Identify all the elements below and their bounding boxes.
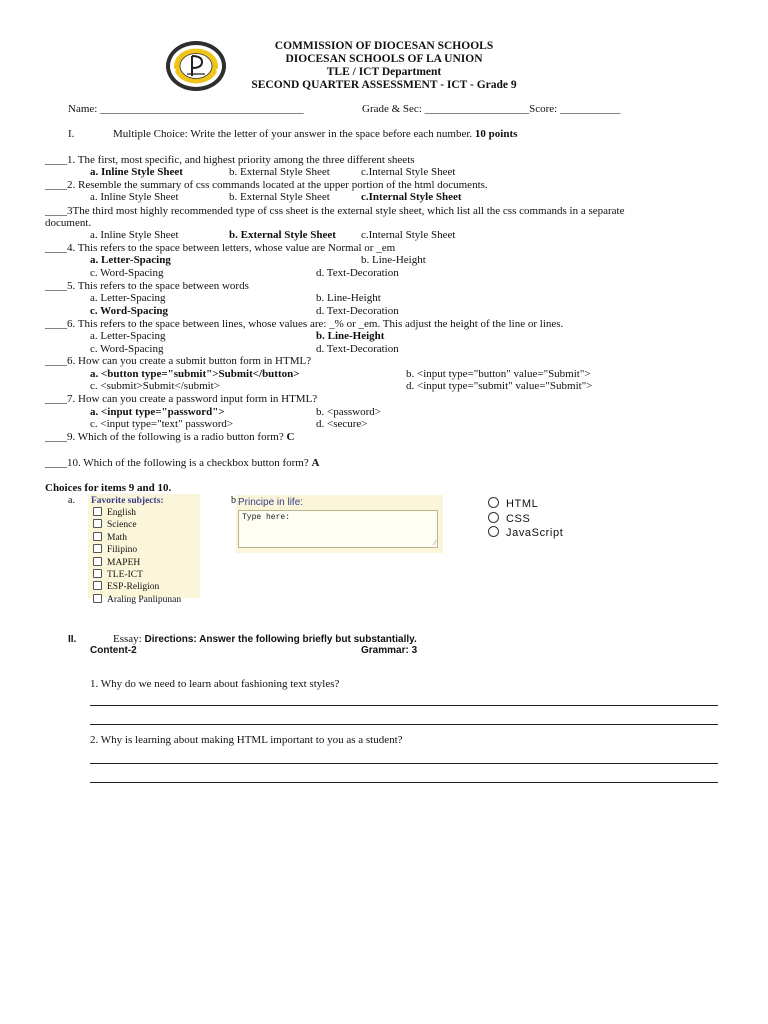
q2-choice-c: c.Internal Style Sheet xyxy=(361,191,462,203)
header-assessment: SECOND QUARTER ASSESSMENT - ICT - Grade 9 xyxy=(251,79,517,91)
answer-line-2b[interactable] xyxy=(90,782,718,783)
part1-points: 10 points xyxy=(474,128,518,140)
essay-question-2: 2. Why is learning about making HTML important to you as a student? xyxy=(90,734,403,746)
q6-lines-choice-b: b. Line-Height xyxy=(316,330,385,342)
subject-checkbox-item[interactable] xyxy=(93,594,181,606)
answer-line-1a[interactable] xyxy=(90,705,718,706)
essay-question-1: 1. Why do we need to learn about fashioning text styles? xyxy=(90,678,340,690)
checkbox-icon[interactable] xyxy=(93,519,102,528)
subject-checkbox-item[interactable] xyxy=(93,544,181,556)
checkbox-icon[interactable] xyxy=(93,507,102,516)
subject-checkbox-item[interactable] xyxy=(93,532,181,544)
rubric-grammar: Grammar: 3 xyxy=(361,645,418,656)
q2-choice-b: b. External Style Sheet xyxy=(229,191,330,203)
q7-stem: ____7. How can you create a password input form in HTML? xyxy=(45,393,318,405)
name-field-line[interactable]: Name: _____________________________________ xyxy=(68,103,304,115)
q5-choice-d: d. Text-Decoration xyxy=(316,305,399,317)
q6-lines-choice-d: d. Text-Decoration xyxy=(316,343,399,355)
q1-choice-c: c.Internal Style Sheet xyxy=(361,166,456,178)
language-radio-group xyxy=(488,497,563,541)
q9-line xyxy=(45,431,294,443)
part1-instruction xyxy=(113,128,517,140)
header-title-1: COMMISSION OF DIOCESAN SCHOOLS xyxy=(274,40,494,52)
radio-button-icon[interactable] xyxy=(488,526,499,537)
radio-option[interactable] xyxy=(488,497,563,512)
subject-label: ESP-Religion xyxy=(107,582,160,593)
q3-choice-c: c.Internal Style Sheet xyxy=(361,229,456,241)
q9-answer: C xyxy=(286,431,295,443)
q1-choice-a: a. Inline Style Sheet xyxy=(90,166,183,178)
q6-submit-stem: ____6. How can you create a submit button form in HTML? xyxy=(45,355,312,367)
subject-checkbox-item[interactable] xyxy=(93,507,181,519)
subject-label: Math xyxy=(107,532,128,543)
q5-stem: ____5. This refers to the space between words xyxy=(45,280,249,292)
q3-choice-a: a. Inline Style Sheet xyxy=(90,229,179,241)
subject-checkbox-list xyxy=(93,507,181,606)
radio-option[interactable] xyxy=(488,512,563,527)
q4-choice-d: d. Text-Decoration xyxy=(316,267,399,279)
favorite-subjects-title: Favorite subjects: xyxy=(91,496,164,506)
header-department: TLE / ICT Department xyxy=(326,66,442,78)
part1-instruction-text: Multiple Choice: Write the letter of your answer in the space before each number. xyxy=(113,128,473,140)
q10-stem: ____10. Which of the following is a checkbox button form? xyxy=(45,457,309,469)
q2-stem: ____2. Resemble the summary of css commands located at the upper portion of the html documents. xyxy=(45,179,488,191)
choices-heading: Choices for items 9 and 10. xyxy=(45,482,172,494)
q6-lines-choice-c: c. Word-Spacing xyxy=(90,343,164,355)
q3-stem-line1: ____3The third most highly recommended type of css sheet is the external style sheet, which list all the css commands in a separate xyxy=(45,205,625,217)
favorite-subjects-panel xyxy=(88,494,200,605)
checkbox-icon[interactable] xyxy=(93,532,102,541)
radio-label: JavaScript xyxy=(506,527,564,539)
principle-panel xyxy=(236,495,443,553)
q5-choice-c: c. Word-Spacing xyxy=(90,305,169,317)
header-title-2: DIOCESAN SCHOOLS OF LA UNION xyxy=(285,53,483,65)
rubric-content: Content-2 xyxy=(90,645,137,656)
radio-label: HTML xyxy=(506,498,539,510)
q1-choice-b: b. External Style Sheet xyxy=(229,166,330,178)
q7-choice-c: c. <input type="text" password> xyxy=(90,418,234,430)
answer-line-2a[interactable] xyxy=(90,763,718,764)
principle-textarea[interactable] xyxy=(238,510,438,548)
subject-label: Filipino xyxy=(107,545,138,556)
q6-submit-choice-b: b. <input type="button" value="Submit"> xyxy=(406,368,591,380)
subject-label: Science xyxy=(107,520,137,531)
part2-roman: II. xyxy=(68,634,77,645)
choice-b-label: b xyxy=(231,495,236,506)
essay-label: Essay: xyxy=(113,633,142,645)
radio-button-icon[interactable] xyxy=(488,497,499,508)
q1-stem: ____1. The first, most specific, and highest priority among the three different sheets xyxy=(45,154,415,166)
textarea-placeholder: Type here: xyxy=(242,513,291,522)
subject-checkbox-item[interactable] xyxy=(93,569,181,581)
q7-choice-b: b. <password> xyxy=(316,406,381,418)
q6-lines-choice-a: a. Letter-Spacing xyxy=(90,330,166,342)
subject-label: TLE-ICT xyxy=(107,570,143,581)
q6-submit-choice-c: c. <submit>Submit</submit> xyxy=(90,380,220,392)
q6-submit-choice-a: a. <button type="submit">Submit</button> xyxy=(90,368,300,380)
q2-choice-a: a. Inline Style Sheet xyxy=(90,191,179,203)
textarea-resize-handle-icon[interactable]: ⁄⁄ xyxy=(433,539,436,547)
subject-label: MAPEH xyxy=(107,557,141,568)
subject-checkbox-item[interactable] xyxy=(93,519,181,531)
subject-checkbox-item[interactable] xyxy=(93,557,181,569)
radio-option[interactable] xyxy=(488,526,563,541)
part1-roman: I. xyxy=(68,128,75,140)
q3-stem-line2: document. xyxy=(45,217,92,229)
q6-lines-stem: ____6. This refers to the space between lines, whose values are: _% or _em. This adjust the height of the line or lines. xyxy=(45,318,564,330)
checkbox-icon[interactable] xyxy=(93,569,102,578)
q4-choice-b: b. Line-Height xyxy=(361,254,426,266)
q6-submit-choice-d: d. <input type="submit" value="Submit"> xyxy=(406,380,593,392)
q3-choice-b: b. External Style Sheet xyxy=(229,229,336,241)
subject-label: English xyxy=(107,508,137,518)
q7-choice-a: a. <input type="password"> xyxy=(90,406,225,418)
subject-label: Araling Panlipunan xyxy=(107,594,182,605)
checkbox-icon[interactable] xyxy=(93,544,102,553)
grade-score-field-line[interactable]: Grade & Sec: ___________________Score: ___________ xyxy=(362,103,621,115)
q7-choice-d: d. <secure> xyxy=(316,418,368,430)
radio-label: CSS xyxy=(506,512,531,525)
choice-a-label: a. xyxy=(68,495,75,506)
q10-answer: A xyxy=(311,457,320,469)
answer-line-1b[interactable] xyxy=(90,724,718,725)
q5-choice-a: a. Letter-Spacing xyxy=(90,292,166,304)
q4-choice-c: c. Word-Spacing xyxy=(90,267,164,279)
essay-directions: Directions: Answer the following briefly but substantially. xyxy=(144,634,417,645)
principle-title: Principe in life: xyxy=(238,497,304,508)
checkbox-icon[interactable] xyxy=(93,594,102,603)
q4-stem: ____4. This refers to the space between letters, whose value are Normal or _em xyxy=(45,242,396,254)
subject-checkbox-item[interactable] xyxy=(93,581,181,593)
checkbox-icon[interactable] xyxy=(93,581,102,590)
radio-button-icon[interactable] xyxy=(488,512,499,523)
q5-choice-b: b. Line-Height xyxy=(316,292,381,304)
q10-line xyxy=(45,457,319,469)
q9-stem: ____9. Which of the following is a radio button form? xyxy=(45,431,284,443)
q4-choice-a: a. Letter-Spacing xyxy=(90,254,171,266)
checkbox-icon[interactable] xyxy=(93,557,102,566)
